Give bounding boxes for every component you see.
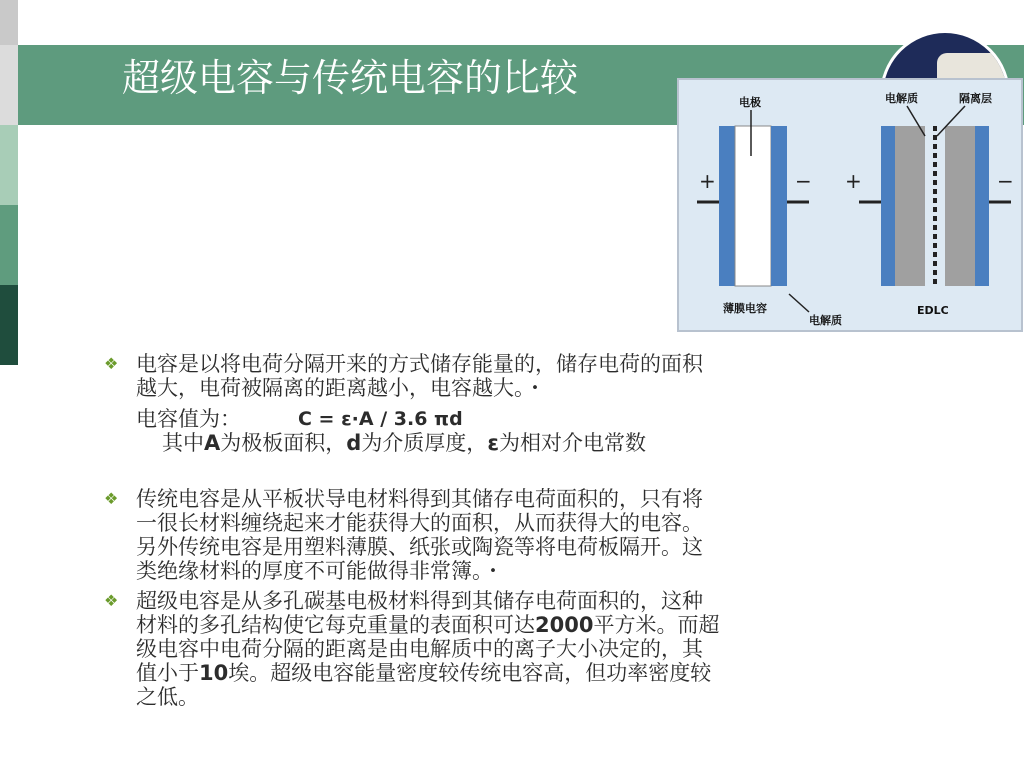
formula-label: 电容值为： (136, 407, 241, 431)
note-var-d: d (346, 431, 362, 455)
edlc-right-plate (975, 126, 989, 286)
bullet-text-line: 另外传统电容是用塑料薄膜、纸张或陶瓷等将电荷板隔开。这 (136, 535, 703, 559)
text-segment: 材料的多孔结构使它每克重量的表面积可达 (136, 613, 535, 637)
bullet-text-line (136, 661, 836, 685)
bullet-text-line: 电容是以将电荷分隔开来的方式储存能量的，储存电荷的面积 (136, 352, 703, 376)
formula-expression: C = ε·A / 3.6 πd (298, 408, 463, 430)
film-right-plate (771, 126, 787, 286)
capacitor-diagram-svg (679, 80, 1021, 330)
bullet-item (100, 589, 836, 709)
film-capacitor-label: 薄膜电容 (723, 302, 767, 315)
bullet-text-line: 级电容中电荷分隔的距离是由电解质中的离子大小决定的，其 (136, 637, 703, 661)
bullet-item (100, 352, 836, 400)
film-minus-sign: − (795, 169, 812, 193)
note-text: 为介质厚度， (361, 431, 488, 455)
electrolyte-top-label: 电解质 (885, 92, 918, 105)
bullet-item (100, 487, 836, 583)
bullet-text-line: 超级电容是从多孔碳基电极材料得到其储存电荷面积的，这种 (136, 589, 703, 613)
film-dielectric (735, 126, 771, 286)
spacer (100, 455, 860, 487)
electrolyte-bottom-label: 电解质 (809, 314, 842, 327)
side-bar-segment (0, 0, 18, 45)
side-bar-segment (0, 205, 18, 285)
bullet-text-line: 传统电容是从平板状导电材料得到其储存电荷面积的，只有将 (136, 487, 703, 511)
capacitor-diagram (677, 78, 1023, 332)
edlc-left-plate (881, 126, 895, 286)
electrolyte-bottom-pointer (789, 294, 809, 312)
bullet-text-line: 越大，电荷被隔离的距离越小，电容越大。・ (136, 376, 546, 400)
text-segment: 值小于 (136, 661, 199, 685)
electrode-label: 电极 (739, 96, 761, 109)
separator-label: 隔离层 (959, 92, 992, 105)
edlc-right-carbon (945, 126, 975, 286)
text-segment: 平方米。而超 (593, 613, 720, 637)
film-plus-sign: + (699, 169, 716, 193)
note-var-eps: ε (487, 431, 500, 455)
bullet-text-line: 类绝缘材料的厚度不可能做得非常簿。・ (136, 559, 504, 583)
edlc-label: EDLC (917, 304, 949, 317)
formula-row (100, 407, 860, 431)
side-bar-segment (0, 285, 18, 365)
side-bar-segment (0, 125, 18, 205)
diamond-bullet-icon: ❖ (104, 489, 119, 508)
bullet-text-line: 一很长材料缠绕起来才能获得大的面积，从而获得大的电容。 (136, 511, 703, 535)
note-text: 为极板面积， (220, 431, 347, 455)
film-left-plate (719, 126, 735, 286)
surface-area-number: 2000 (535, 613, 594, 637)
note-var-a: A (204, 431, 221, 455)
edlc-plus-sign: + (845, 169, 862, 193)
note-text: 为相对介电常数 (499, 431, 647, 455)
text-segment: 埃。超级电容能量密度较传统电容高，但功率密度较 (228, 661, 712, 685)
slide-title: 超级电容与传统电容的比较 (122, 56, 579, 100)
slide-body (100, 352, 860, 709)
diamond-bullet-icon: ❖ (104, 591, 119, 610)
note-text: 其中 (162, 431, 204, 455)
edlc-minus-sign: − (997, 169, 1014, 193)
distance-number: 10 (199, 661, 229, 685)
bullet-text-line (136, 613, 836, 637)
bullet-text-line: 之低。 (136, 685, 199, 709)
side-bar-segment (0, 45, 18, 125)
diamond-bullet-icon: ❖ (104, 354, 119, 373)
formula-note (100, 431, 860, 455)
edlc-left-carbon (895, 126, 925, 286)
